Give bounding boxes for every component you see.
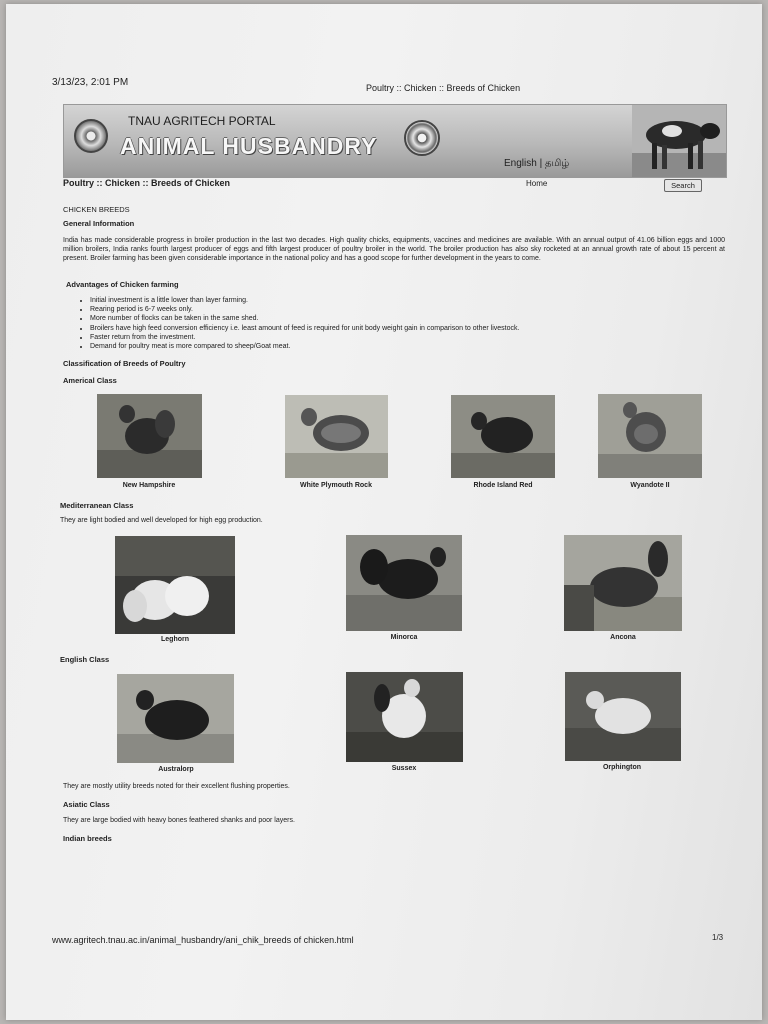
list-item: • More number of flocks can be taken in the same shed. [90, 314, 730, 323]
ancona-photo [564, 535, 682, 631]
home-link[interactable]: Home [526, 179, 548, 188]
english-class-heading: English Class [60, 655, 110, 664]
mediterranean-desc: They are light bodied and well developed for high egg production. [60, 517, 263, 524]
list-item: • Broilers have high feed conversion efficiency i.e. least amount of feed is required for unit body weight gain in comparison to other livestock. [90, 324, 730, 333]
breadcrumb: Poultry :: Chicken :: Breeds of Chicken [63, 178, 231, 188]
breed-caption: Leghorn [161, 636, 189, 643]
breed-caption: Rhode Island Red [473, 482, 533, 489]
indian-breeds-heading: Indian breeds [63, 834, 112, 843]
list-item: • Initial investment is a little lower than layer farming. [90, 296, 730, 305]
list-item: • Demand for poultry meat is more compared to sheep/Goat meat. [90, 342, 730, 351]
mediterranean-class-heading: Mediterranean Class [60, 501, 134, 510]
list-item: • Rearing period is 6-7 weeks only. [90, 305, 730, 314]
page-heading: CHICKEN BREEDS [63, 205, 130, 214]
breed-caption: Wyandote II [630, 482, 670, 489]
general-info-heading: General Information [63, 219, 135, 228]
asiatic-class-heading: Asiatic Class [63, 800, 110, 809]
breed-caption: New Hampshire [122, 482, 176, 489]
wyandote-photo [598, 394, 702, 478]
sussex-photo [346, 672, 463, 762]
breed-caption: Minorca [390, 634, 418, 641]
tn-government-emblem-icon [404, 120, 440, 156]
english-desc: They are mostly utility breeds noted for their excellent flushing properties. [63, 783, 290, 790]
portal-name: TNAU AGRITECH PORTAL [128, 114, 276, 128]
print-page-title: Poultry :: Chicken :: Breeds of Chicken [366, 83, 521, 93]
general-info-text: India has made considerable progress in broiler production in the last two decades. High quality chicks, equipments, vaccines and medicines are available. With an annual output of 41.06 billion eggs and 1000 million broilers, India ranks fourth largest producer of eggs and fifth largest producer of poultry broiler in the world. The broiler production has also sky rocketed at an annual growth rate of about 15 percent at present. Broiler farming has been given considerable importance in the national policy and has a good scope for further development in the years to come. [63, 237, 725, 262]
advantages-list [68, 296, 730, 351]
breed-caption: White Plymouth Rock [300, 482, 372, 489]
search-button[interactable]: Search [664, 179, 702, 192]
advantages-heading: Advantages of Chicken farming [66, 280, 179, 289]
minorca-photo [346, 535, 462, 631]
list-item: • Faster return from the investment. [90, 333, 730, 342]
breed-caption: Sussex [391, 765, 417, 772]
site-banner [63, 104, 727, 178]
new-hampshire-photo [97, 394, 202, 478]
leghorn-photo [115, 536, 235, 634]
rhode-island-red-photo [451, 395, 555, 478]
breed-caption: Orphington [602, 764, 642, 771]
breed-caption: Ancona [610, 634, 636, 641]
white-plymouth-rock-photo [285, 395, 388, 478]
print-page-number: 1/3 [712, 933, 724, 942]
australorp-photo [117, 674, 234, 763]
classification-heading: Classification of Breeds of Poultry [63, 359, 186, 368]
american-class-heading: Americal Class [63, 376, 117, 385]
banner-title: ANIMAL HUSBANDRY [120, 133, 378, 159]
orphington-photo [565, 672, 681, 761]
print-date: 3/13/23, 2:01 PM [52, 77, 129, 88]
asiatic-desc: They are large bodied with heavy bones feathered shanks and poor layers. [63, 817, 295, 824]
breed-caption: Australorp [158, 766, 194, 773]
tnau-emblem-icon [74, 119, 108, 153]
print-footer-url: www.agritech.tnau.ac.in/animal_husbandry/ani_chik_breeds of chicken.html [52, 935, 354, 945]
language-switch[interactable]: English | தமிழ் [504, 158, 570, 169]
cow-image [632, 105, 726, 177]
